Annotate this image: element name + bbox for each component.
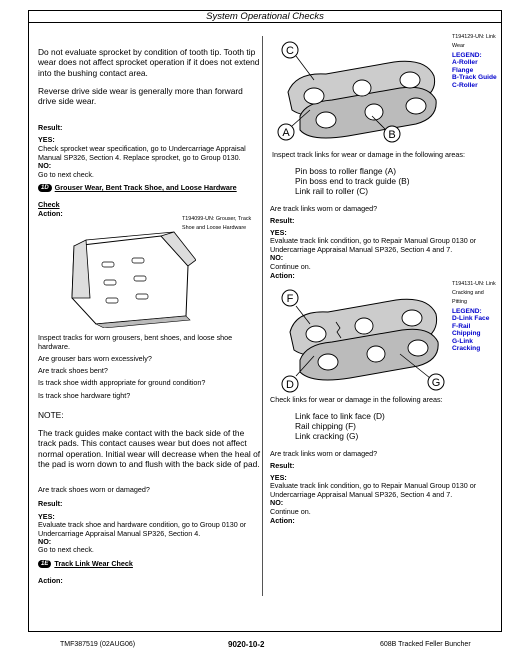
legend1-item-c: C-Roller xyxy=(452,81,478,89)
figure2-caption: T194129-UN: Link Wear xyxy=(452,34,496,49)
result-label-1: Result: xyxy=(38,123,63,132)
no-label-1: NO: xyxy=(38,161,52,170)
link-cracking-figure xyxy=(270,282,452,394)
question-grouser-worn: Are grouser bars worn excessively? xyxy=(38,354,152,363)
right-yes-label-1: YES: xyxy=(270,228,287,237)
callout-c: C xyxy=(286,45,294,57)
legend1-item-a: A-Roller Flange xyxy=(452,59,478,74)
question-hardware-tight: Is track shoe hardware tight? xyxy=(38,391,131,400)
grouser-check-label[interactable]: Check xyxy=(38,200,60,209)
no-text-1: Go to next check. xyxy=(38,170,94,179)
page-header-title: System Operational Checks xyxy=(206,11,324,22)
no-text-2: Go to next check. xyxy=(38,545,94,554)
question-shoes-bent: Are track shoes bent? xyxy=(38,366,108,375)
right-result-label-2: Result: xyxy=(270,461,295,470)
inspect-tracks-text: Inspect tracks for worn grousers, bent shoes, and loose shoe hardware. xyxy=(38,333,233,351)
question-shoe-width: Is track shoe width appropriate for ground condition? xyxy=(38,378,206,387)
question-shoes-worn: Are track shoes worn or damaged? xyxy=(38,485,150,494)
legend2-title: LEGEND: xyxy=(452,308,482,315)
track-shoe-figure xyxy=(66,228,196,328)
callout-a: A xyxy=(282,127,290,139)
yes-text-1: Check sprocket wear specification, go to Undercarriage Appraisal Manual SP326, Section 4. Replace sprocket, go to Group 0130. xyxy=(38,144,246,162)
column-divider xyxy=(262,36,263,596)
yes-text-2: Evaluate track shoe and hardware condition, go to Group 0130 or Undercarriage Appraisal Manual SP326, Section 4. xyxy=(38,520,247,538)
callout-d: D xyxy=(286,379,294,391)
step-badge-1d: 1D xyxy=(38,184,52,192)
reverse-drive-paragraph: Reverse drive side wear is generally more than forward drive side wear. xyxy=(38,86,243,107)
grouser-section-title[interactable]: Grouser Wear, Bent Track Shoe, and Loose Hardware xyxy=(54,183,237,192)
callout-f: F xyxy=(286,293,294,305)
footer-doc-id: TMF387519 (02AUG06) xyxy=(60,641,136,648)
yes-label-2: YES: xyxy=(38,512,55,521)
footer-page-number: 9020-10-2 xyxy=(228,640,265,649)
list1-item-b: Pin boss end to track guide (B) xyxy=(295,176,410,186)
legend2-item-f: F-Rail Chipping xyxy=(452,322,481,338)
legend2-item-g: G-Link Cracking xyxy=(452,337,481,353)
list2-item-g: Link cracking (G) xyxy=(295,431,359,441)
callout-b: B xyxy=(388,129,396,141)
note-text: The track guides make contact with the back side of the track pads. This contact causes wear but does not affect normal operation. Initial wear will decrease when the heal of the pad is worn down to and flush with the back side of pad. xyxy=(38,428,261,470)
inspect-links-text-2: Check links for wear or damage in the following areas: xyxy=(270,395,443,404)
right-result-label-1: Result: xyxy=(270,216,295,225)
yes-label-1: YES: xyxy=(38,135,55,144)
right-yes-text-1: Evaluate track link condition, go to Repair Manual Group 0130 or Undercarriage Appraisal Manual SP326, Section 4 and 7. xyxy=(270,236,477,254)
right-yes-text-2: Evaluate track link condition, go to Repair Manual Group 0130 or Undercarriage Appraisal Manual SP326, Section 4 and 7. xyxy=(270,481,477,499)
question-links-1: Are track links worn or damaged? xyxy=(270,204,378,213)
sprocket-paragraph: Do not evaluate sprocket by condition of tooth tip. Tooth tip wear does not affect sprocket operation if it does not extend into the bushing contact area. xyxy=(38,47,260,78)
inspect-links-text-1: Inspect track links for wear or damage in the following areas: xyxy=(272,150,465,159)
header-rule xyxy=(28,22,502,23)
figure3-caption: T194131-UN: Link Cracking and Pitting xyxy=(452,281,496,305)
legend2-item-d: D-Link Face xyxy=(452,315,490,323)
step-badge-1e: 1E xyxy=(38,560,51,568)
legend1-title: LEGEND: xyxy=(452,52,482,59)
right-no-label-1: NO: xyxy=(270,253,284,262)
callout-g: G xyxy=(431,377,441,389)
right-action-label-1: Action: xyxy=(270,271,295,280)
figure1-caption: T194099-UN: Grouser, Track Shoe and Loose Hardware xyxy=(182,216,252,231)
right-no-text-1: Continue on. xyxy=(270,262,311,271)
action-label-1: Action: xyxy=(38,209,63,218)
track-link-section-title[interactable]: Track Link Wear Check xyxy=(54,559,133,568)
question-links-2: Are track links worn or damaged? xyxy=(270,449,378,458)
right-yes-label-2: YES: xyxy=(270,473,287,482)
right-no-text-2: Continue on. xyxy=(270,507,311,516)
legend1-item-b: B-Track Guide xyxy=(452,74,497,82)
list2-item-f: Rail chipping (F) xyxy=(295,421,356,431)
right-no-label-2: NO: xyxy=(270,498,284,507)
action-label-2: Action: xyxy=(38,576,63,585)
list2-item-d: Link face to link face (D) xyxy=(295,411,385,421)
footer-machine-name: 608B Tracked Feller Buncher xyxy=(380,641,471,648)
legend1 xyxy=(452,52,500,89)
track-link-section-heading xyxy=(38,559,133,568)
link-wear-figure xyxy=(266,36,450,144)
right-action-label-2: Action: xyxy=(270,516,295,525)
note-label: NOTE: xyxy=(38,410,64,420)
list1-item-c: Link rail to roller (C) xyxy=(295,186,369,196)
list1-item-a: Pin boss to roller flange (A) xyxy=(295,166,397,176)
result-label-2: Result: xyxy=(38,499,63,508)
legend2 xyxy=(452,308,500,352)
grouser-section-heading xyxy=(38,183,264,192)
no-label-2: NO: xyxy=(38,537,52,546)
